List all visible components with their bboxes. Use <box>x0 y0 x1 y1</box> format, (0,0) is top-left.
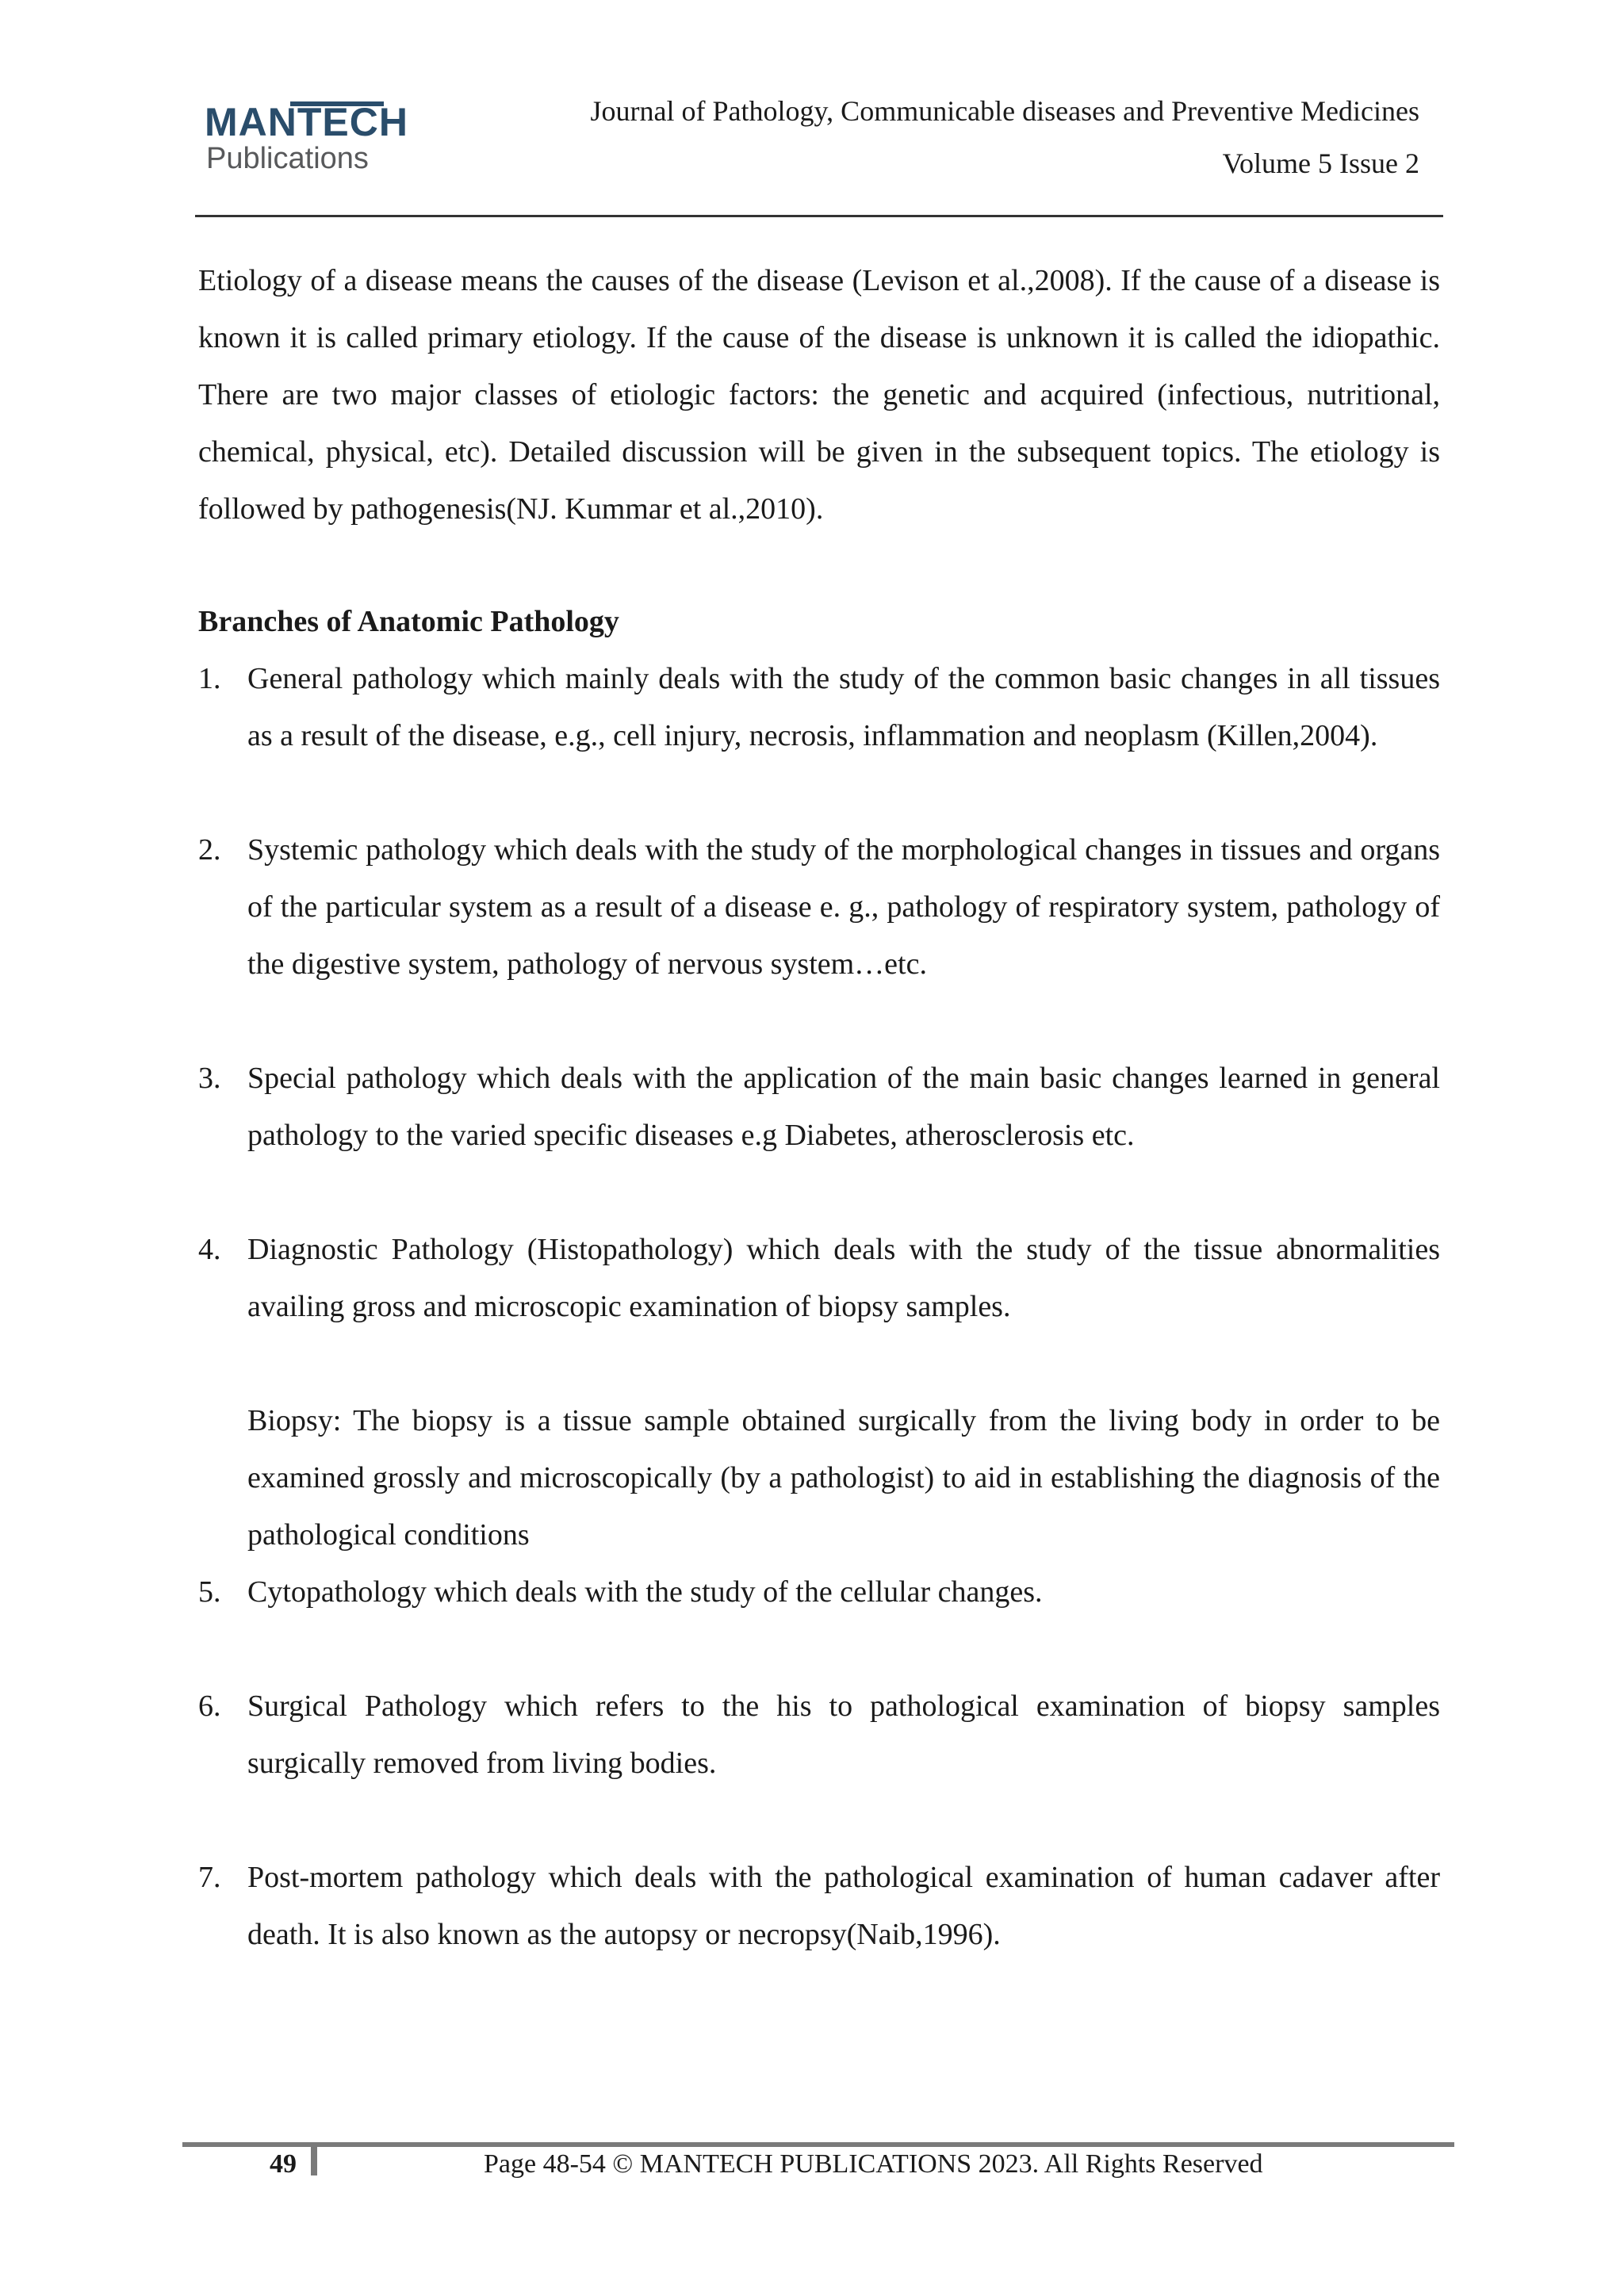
list-item-number: 3. <box>198 1062 221 1095</box>
logo-subtitle: Publications <box>206 142 369 175</box>
list-item <box>198 1221 1440 1335</box>
journal-volume: Volume 5 Issue 2 <box>1222 147 1419 179</box>
logo-wordmark: MANTECH <box>205 100 408 144</box>
list-item <box>198 1678 1440 1792</box>
section-heading: Branches of Anatomic Pathology <box>198 605 619 638</box>
list-item-text: Cytopathology which deals with the study of the cellular changes. <box>247 1575 1043 1609</box>
list-item-number: 6. <box>198 1689 221 1723</box>
list-item-text: Surgical Pathology which refers to the his to pathological examination of biopsy samples surgically removed from living bodies. <box>247 1689 1440 1780</box>
list-item-text: General pathology which mainly deals with the study of the common basic changes in all tissues as a result of the disease, e.g., cell injury, necrosis, inflammation and neoplasm (Killen,2004). <box>247 662 1440 752</box>
list-item-text: Systemic pathology which deals with the study of the morphological changes in tissues and organs of the particular system as a result of a disease e. g., pathology of respiratory system, pathology of the digestive system, pathology of nervous system…etc. <box>247 833 1440 981</box>
footer-separator-tick <box>311 2147 317 2175</box>
list-item-number: 1. <box>198 662 221 695</box>
list-item-number: 7. <box>198 1861 221 1894</box>
list-item-number: 2. <box>198 833 221 867</box>
list-item-number: 5. <box>198 1575 221 1609</box>
intro-paragraph: Etiology of a disease means the causes of the disease (Levison et al.,2008). If the cause of a disease is known it is called primary etiology. If the cause of the disease is unknown it is called the idiopathic. There are two major classes of etiologic factors: the genetic and acquired (infectious, nutritional, chemical, physical, etc). Detailed discussion will be given in the subsequent topics. The etiology is followed by pathogenesis(NJ. Kummar et al.,2010). <box>198 264 1440 526</box>
article-body <box>198 252 1440 1963</box>
list-item-text: Post-mortem pathology which deals with the pathological examination of human cadaver after death. It is also known as the autopsy or necropsy(Naib,1996). <box>247 1861 1440 1951</box>
page-number: 49 <box>270 2149 297 2179</box>
publisher-logo <box>205 100 408 187</box>
list-item <box>198 821 1440 993</box>
journal-title: Journal of Pathology, Communicable diseases and Preventive Medicines <box>590 95 1419 127</box>
biopsy-note: Biopsy: The biopsy is a tissue sample obtained surgically from the living body in order to be examined grossly and microscopically (by a pathologist) to aid in establishing the diagnosis of the pathological conditions <box>247 1404 1440 1552</box>
list-item-text: Special pathology which deals with the application of the main basic changes learned in general pathology to the varied specific diseases e.g Diabetes, atherosclerosis etc. <box>247 1062 1440 1152</box>
list-item <box>198 1849 1440 1963</box>
list-item-text: Diagnostic Pathology (Histopathology) which deals with the study of the tissue abnormalities availing gross and microscopic examination of biopsy samples. <box>247 1233 1440 1323</box>
list-item <box>198 1563 1440 1621</box>
footer-copyright: Page 48-54 © MANTECH PUBLICATIONS 2023. All Rights Reserved <box>484 2149 1263 2179</box>
header-divider <box>195 215 1443 217</box>
list-item <box>198 650 1440 764</box>
list-item <box>198 1050 1440 1164</box>
list-item-number: 4. <box>198 1233 221 1266</box>
